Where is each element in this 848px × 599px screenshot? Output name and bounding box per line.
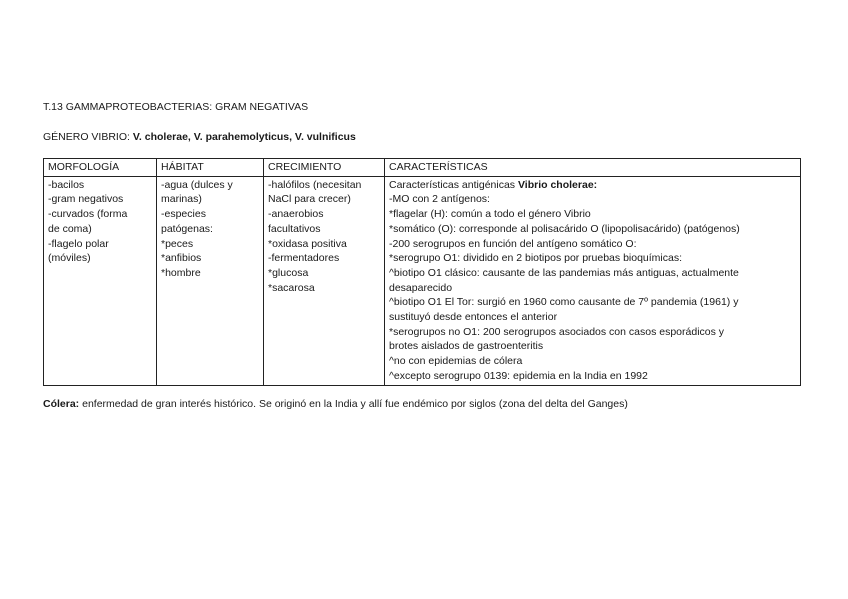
document-title: T.13 GAMMAPROTEOBACTERIAS: GRAM NEGATIVAS: [43, 101, 309, 113]
list-item: *serogrupo O1: dividido en 2 biotipos por pruebas bioquímicas:: [389, 252, 683, 265]
intro-text: Características antigénicas: [389, 178, 518, 191]
caracteristicas-intro: [389, 178, 796, 193]
cell-caracteristicas: [385, 176, 801, 385]
list-item: ^biotipo O1 El Tor: surgió en 1960 como causante de 7º pandemia (1961) y: [389, 296, 739, 309]
list-item: -anaerobios: [268, 208, 324, 221]
list-item: brotes aislados de gastroenteritis: [389, 340, 544, 353]
colera-paragraph: [43, 397, 628, 412]
cell-morfologia: [44, 176, 157, 385]
list-item: -bacilos: [48, 178, 85, 191]
header-caracteristicas: CARACTERÍSTICAS: [385, 159, 801, 177]
list-item: -curvados (forma: [48, 208, 128, 221]
list-item: *sacarosa: [268, 281, 315, 294]
list-item: *peces: [161, 237, 194, 250]
header-habitat: HÁBITAT: [157, 159, 264, 177]
list-item: *anfibios: [161, 252, 202, 265]
colera-text: enfermedad de gran interés histórico. Se originó en la India y allí fue endémico por siglos (zona del delta del Ganges): [79, 398, 628, 410]
genus-line: [43, 130, 356, 145]
list-item: *somático (O): corresponde al polisacárido O (lipopolisacárido) (patógenos): [389, 222, 740, 235]
list-item: (móviles): [48, 252, 91, 265]
list-item: *flagelar (H): común a todo el género Vibrio: [389, 208, 591, 221]
list-item: -flagelo polar: [48, 237, 109, 250]
list-item: -agua (dulces y: [161, 178, 233, 191]
colera-label: Cólera:: [43, 398, 80, 410]
list-item: sustituyó desde entonces el anterior: [389, 311, 558, 324]
intro-species: Vibrio cholerae:: [517, 178, 598, 191]
cell-habitat: [157, 176, 264, 385]
list-item: *oxidasa positiva: [268, 237, 347, 250]
list-item: facultativos: [268, 222, 321, 235]
list-item: ^excepto serogrupo 0139: epidemia en la India en 1992: [389, 369, 648, 382]
list-item: NaCl para crecer): [268, 193, 351, 206]
list-item: -200 serogrupos en función del antígeno somático O:: [389, 237, 637, 250]
genus-label: GÉNERO VIBRIO:: [43, 131, 133, 143]
list-item: patógenas:: [161, 222, 213, 235]
cell-crecimiento: [264, 176, 385, 385]
list-item: -halófilos (necesitan: [268, 178, 362, 191]
list-item: marinas): [161, 193, 202, 206]
list-item: desaparecido: [389, 281, 453, 294]
list-item: ^biotipo O1 clásico: causante de las pandemias más antiguas, actualmente: [389, 266, 739, 279]
table-row: [44, 176, 801, 385]
list-item: *serogrupos no O1: 200 serogrupos asociados con casos esporádicos y: [389, 325, 725, 338]
list-item: *glucosa: [268, 266, 309, 279]
header-morfologia: MORFOLOGÍA: [44, 159, 157, 177]
list-item: -gram negativos: [48, 193, 124, 206]
list-item: ^no con epidemias de cólera: [389, 355, 523, 368]
list-item: -fermentadores: [268, 252, 340, 265]
genus-species: V. cholerae, V. parahemolyticus, V. vulnificus: [132, 131, 356, 143]
table-header-row: [44, 159, 801, 177]
list-item: de coma): [48, 222, 92, 235]
vibrio-table: [43, 158, 801, 386]
header-crecimiento: CRECIMIENTO: [264, 159, 385, 177]
list-item: -especies: [161, 208, 206, 221]
list-item: -MO con 2 antígenos:: [389, 193, 490, 206]
list-item: *hombre: [161, 266, 201, 279]
